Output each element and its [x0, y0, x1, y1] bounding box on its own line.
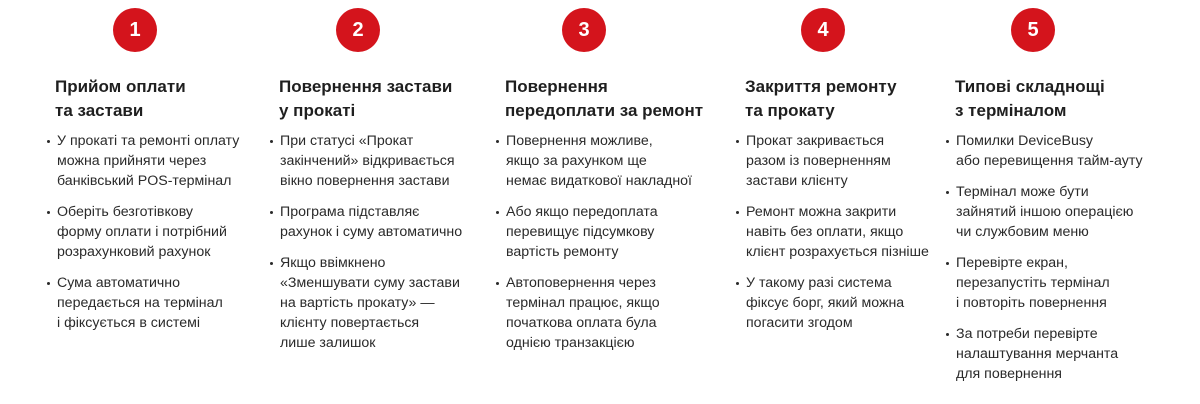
bullet-item: Ремонт можна закрити навіть без оплати, якщо клієнт розрахується пізніше	[736, 202, 946, 262]
bullet-item: Якщо ввімкнено «Зменшувати суму застави на вартість прокату» — клієнту повертається лише залишок	[270, 253, 492, 353]
step-title: Повернення передоплати за ремонт	[505, 77, 704, 120]
bullet-item: Оберіть безготівкову форму оплати і потрібний розрахунковий рахунок	[47, 202, 272, 262]
bullet-item: Помилки DeviceBusy або перевищення тайм-ауту	[946, 131, 1176, 171]
bullet-item: Термінал може бути зайнятий іншою операцією чи службовим меню	[946, 182, 1176, 242]
bullet-item: Програма підставляє рахунок і суму автоматично	[270, 202, 492, 242]
bullet-item: При статусі «Прокат закінчений» відкривається вікно повернення застави	[270, 131, 492, 191]
step-title: Повернення застави у прокаті	[279, 77, 453, 120]
step-number-badge: 3	[562, 8, 606, 52]
bullet-item: Повернення можливе, якщо за рахунком ще немає видаткової накладної	[496, 131, 728, 191]
bullet-item: У такому разі система фіксує борг, який можна погасити згодом	[736, 273, 946, 333]
step-title: Типові складнощі з терміналом	[955, 77, 1105, 120]
bullet-item: У прокаті та ремонті оплату можна прийняти через банківський POS-термінал	[47, 131, 272, 191]
step-number-badge: 2	[336, 8, 380, 52]
bullet-item: Автоповернення через термінал працює, якщо початкова оплата була однією транзакцією	[496, 273, 728, 353]
bullet-item: Або якщо передоплата перевищує підсумкову вартість ремонту	[496, 202, 728, 262]
bullet-item: За потреби перевірте налаштування мерчанта для повернення	[946, 324, 1176, 384]
step-bullets	[946, 131, 1176, 395]
step-number-badge: 5	[1011, 8, 1055, 52]
step-number-badge: 4	[801, 8, 845, 52]
step-bullets	[270, 131, 492, 364]
step-bullets	[736, 131, 946, 344]
bullet-item: Прокат закривається разом із поверненням застави клієнту	[736, 131, 946, 191]
bullet-item: Сума автоматично передається на термінал і фіксується в системі	[47, 273, 272, 333]
step-title: Прийом оплати та застави	[55, 77, 186, 120]
step-bullets	[496, 131, 728, 364]
step-number-badge: 1	[113, 8, 157, 52]
step-bullets	[47, 131, 272, 344]
step-title: Закриття ремонту та прокату	[745, 77, 897, 120]
bullet-item: Перевірте екран, перезапустіть термінал і повторіть повернення	[946, 253, 1176, 313]
